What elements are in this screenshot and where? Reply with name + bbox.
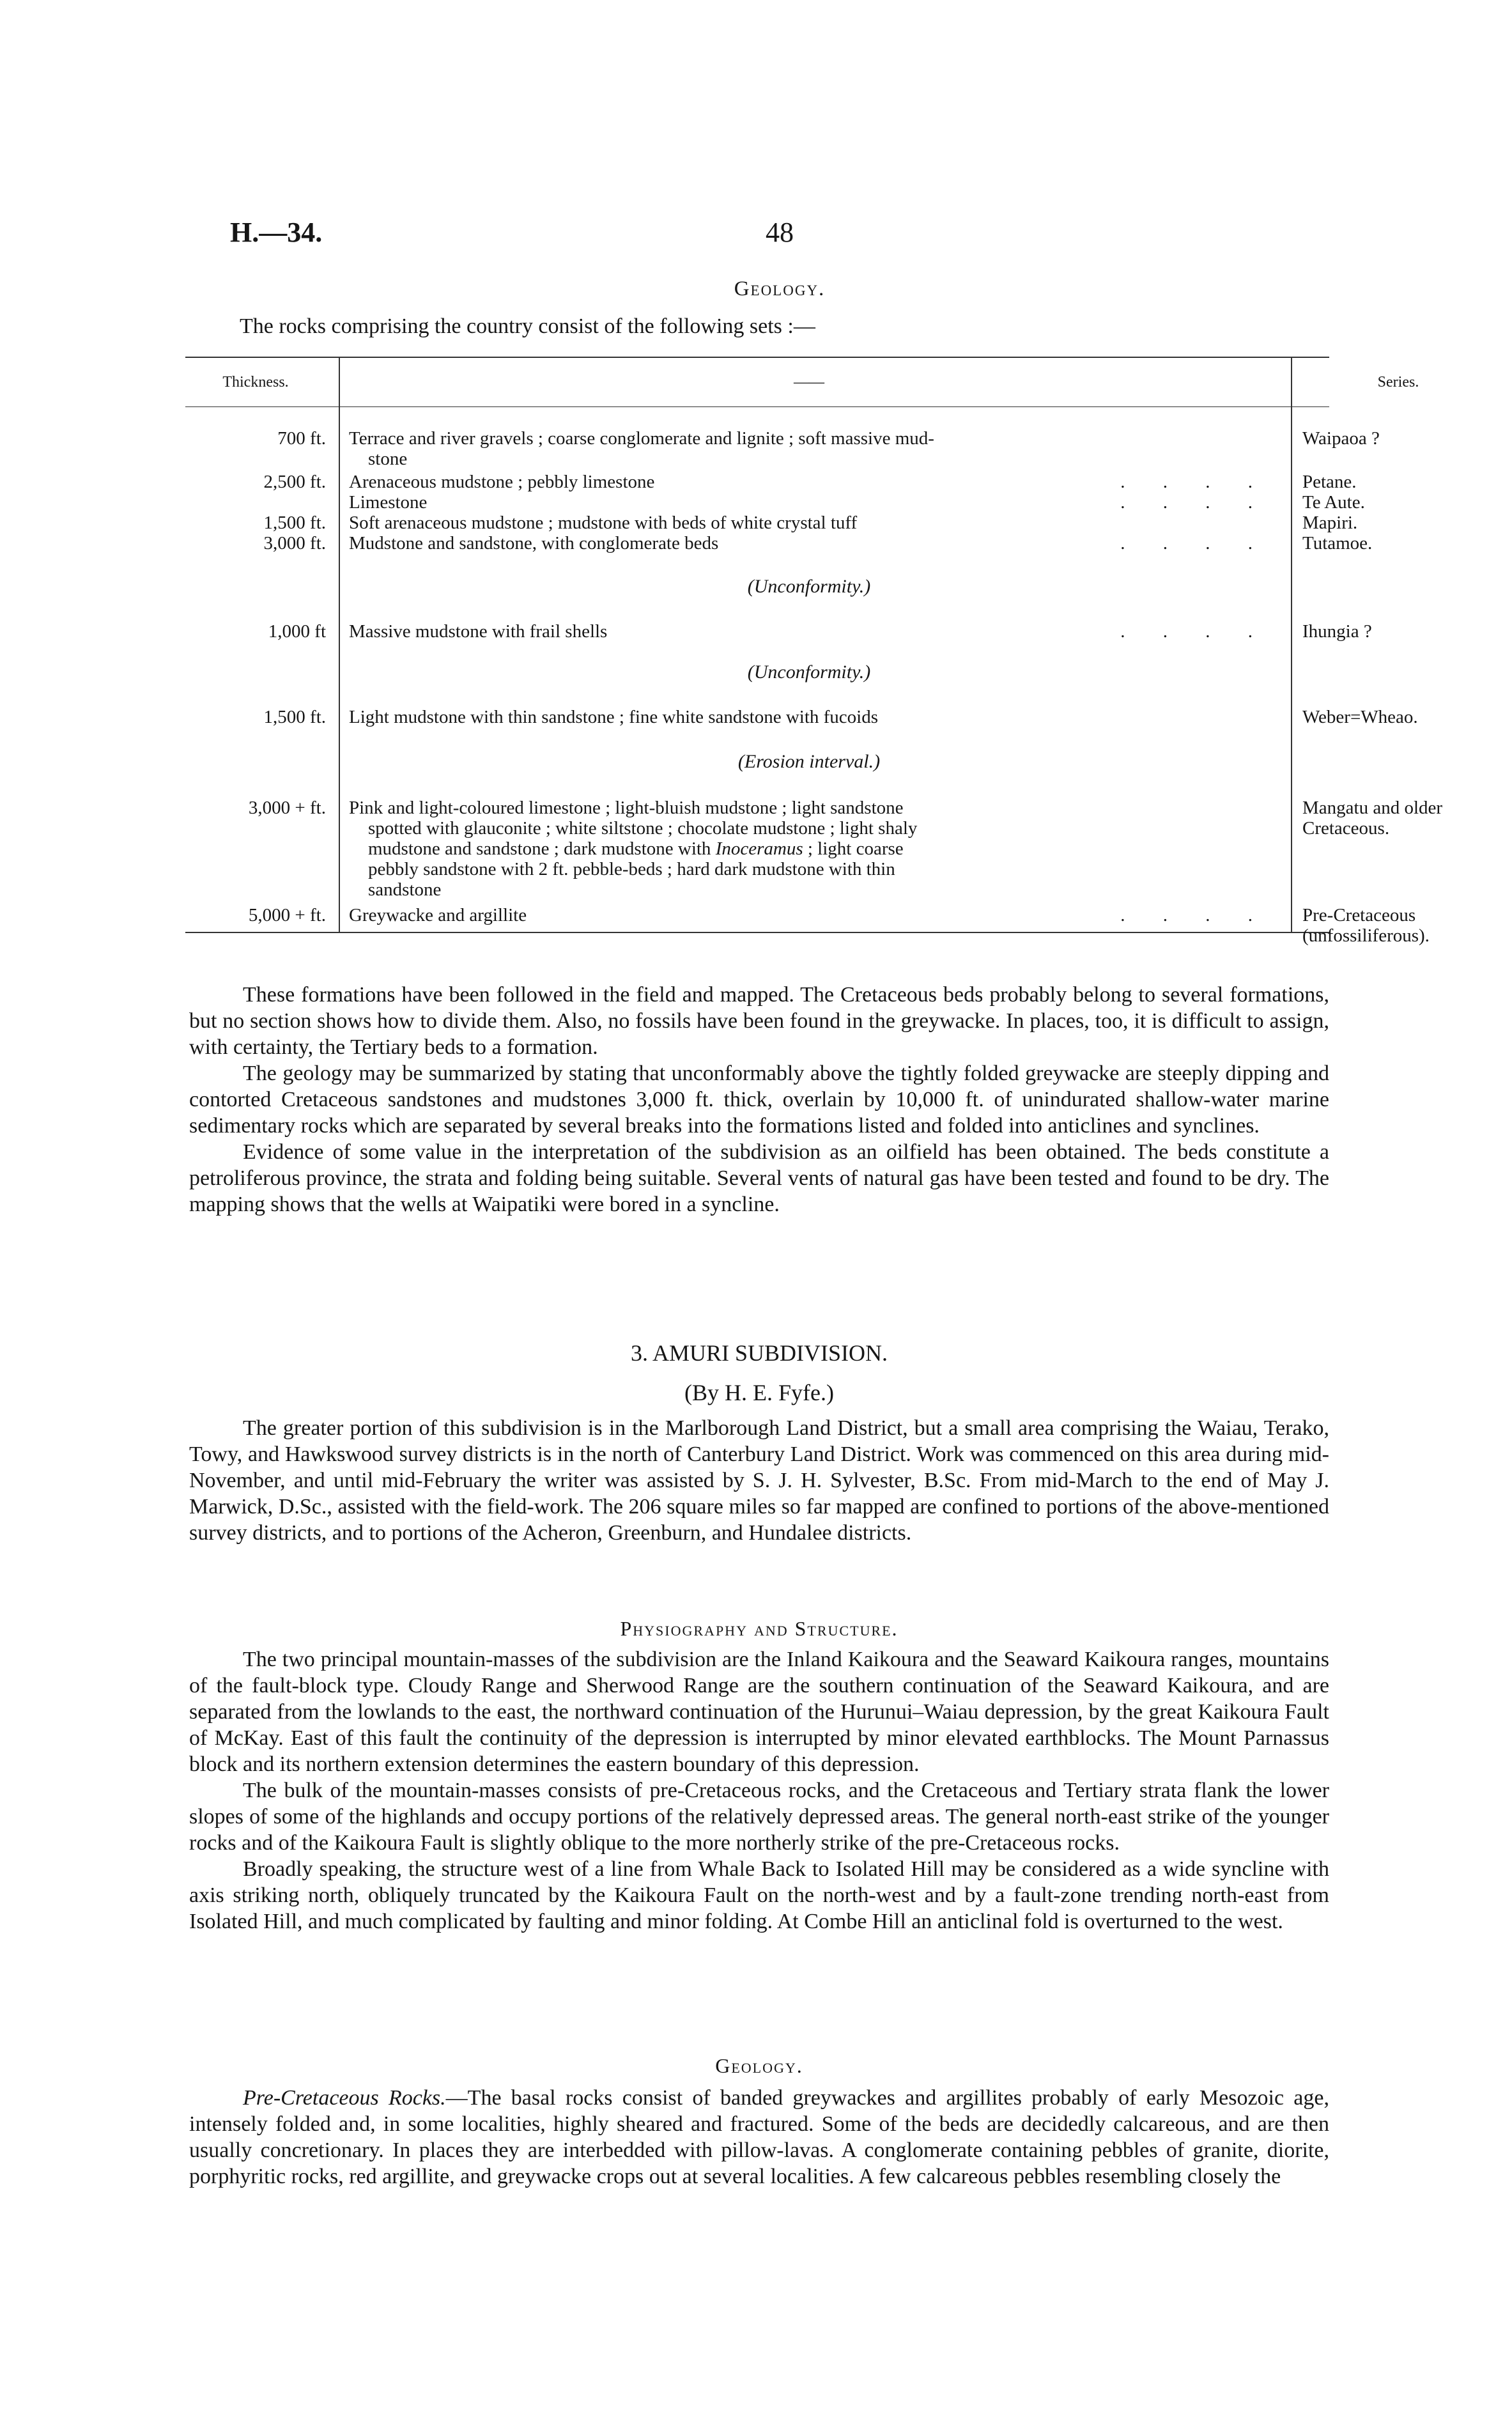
paragraph: Broadly speaking, the structure west of a line from Whale Back to Isolated Hill may be considered as a wide syncline with axis striking north, obliquely truncated by the Kaikoura Fault on the north-west and by a fault-zone trending north-east from Isolated Hill, and much complicated by faulting and minor folding. At Combe Hill an anticlinal fold is overturned to the west.	[189, 1857, 1329, 1933]
col-header-middle: ——	[794, 374, 824, 390]
formations-text	[189, 982, 1329, 1218]
paragraph: Pre-Cretaceous Rocks.—The basal rocks consist of banded greywackes and argillites probably of early Mesozoic age, intensely folded and, in some localities, highly sheared and fractured. Some of the beds are decidedly calcareous, and are then usually concretionary. In places they are interbedded with pillow-lavas. A conglomerate containing pebbles of granite, diorite, porphyritic rocks, red argillite, and greywacke crops out at several localities. A few calcareous pebbles resembling closely the	[189, 2086, 1329, 2188]
row-description: Soft arenaceous mudstone ; mudstone with beds of white crystal tuff	[349, 513, 858, 533]
unconformity-note: (Unconformity.)	[747, 576, 871, 597]
paragraph: The geology may be summarized by stating that unconformably above the tightly folded greywacke are steeply dipping and contorted Cretaceous sandstones and mudstones 3,000 ft. thick, overlain by 10,000 ft. of unindurated shallow-water marine sedimentary rocks which are separated by several breaks into the formations listed and folded into anticlines and synclines.	[189, 1062, 1329, 1138]
table-top-rule	[185, 357, 1329, 358]
row-thickness: 5,000 + ft.	[248, 905, 326, 925]
row-series: Te Aute.	[1302, 492, 1365, 513]
section-title: 3. AMURI SUBDIVISION.	[630, 1340, 888, 1366]
pre-cretaceous-text	[189, 2085, 1329, 2190]
genus-name: Inoceramus	[715, 839, 803, 859]
report-id: H.—34.	[230, 217, 323, 248]
row-thickness: 1,500 ft.	[263, 513, 326, 533]
paragraph: The two principal mountain-masses of the subdivision are the Inland Kaikoura and the Seaward Kaikoura ranges, mountains of the fault-block type. Cloudy Range and Sherwood Range are the southern continuation of the Seaward Kaikoura, and are separated from the lowlands to the east, the northward continuation of the Hurunui–Waiau depression, by the great Kaikoura Fault of McKay. East of this fault the continuity of the depression is interrupted by minor elevated earthblocks. The Mount Parnassus block and its northern extension determines the eastern boundary of this depression.	[189, 1648, 1329, 1776]
row-series: Ihungia ?	[1302, 621, 1372, 642]
col-header-thickness: Thickness.	[222, 374, 289, 390]
row-description: Greywacke and argillite . . . .	[349, 905, 1269, 925]
subheading-pre-cretaceous: Pre-Cretaceous Rocks.	[243, 2086, 446, 2110]
row-thickness: 700 ft.	[277, 428, 326, 449]
row-description: Arenaceous mudstone ; pebbly limestone . . . .	[349, 472, 1269, 492]
running-header	[230, 216, 1329, 254]
row-series: Petane.	[1302, 472, 1357, 492]
unconformity-note: (Unconformity.)	[747, 661, 871, 683]
row-thickness: 1,000 ft	[268, 621, 326, 642]
row-description: Light mudstone with thin sandstone ; fine white sandstone with fucoids	[349, 707, 879, 727]
table-bottom-rule	[185, 932, 1329, 933]
table-col-divider-2	[1291, 357, 1292, 932]
erosion-interval-note: (Erosion interval.)	[737, 751, 881, 772]
table-col-divider-1	[339, 357, 340, 932]
row-thickness: 3,000 + ft.	[248, 798, 326, 818]
row-series: Mapiri.	[1302, 513, 1358, 533]
geology-heading: Geology.	[734, 277, 826, 300]
section-byline: (By H. E. Fyfe.)	[684, 1380, 834, 1405]
table-intro: The rocks comprising the country consist of the following sets :—	[240, 314, 815, 338]
physiography-heading: Physiography and Structure.	[620, 1617, 899, 1640]
row-series: Mangatu and older Cretaceous.	[1302, 798, 1443, 839]
row-thickness: 3,000 ft.	[263, 533, 326, 553]
row-description: Limestone . . . .	[349, 492, 1269, 513]
row-series: Weber=Wheao.	[1302, 707, 1418, 727]
physiography-text	[189, 1646, 1329, 1935]
paragraph: Evidence of some value in the interpretation of the subdivision as an oilfield has been obtained. The beds constitute a petroliferous province, the strata and folding being suitable. Several vents of natural gas have been tested and found to be dry. The mapping shows that the wells at Waipatiki were bored in a syncline.	[189, 1140, 1329, 1216]
row-description: Pink and light-coloured limestone ; light-bluish mudstone ; light sandstone spotted with glauconite ; white siltstone ; chocolate mudstone ; light shaly mudstone and sandstone ; dark mudstone with Inoceramus ; light coarse pebbly sandstone with 2 ft. pebble-beds ; hard dark mudstone with thin sandstone	[349, 798, 918, 900]
row-description: Massive mudstone with frail shells . . . .	[349, 621, 1269, 642]
amuri-intro	[189, 1415, 1329, 1546]
row-description: Mudstone and sandstone, with conglomerate beds . . . .	[349, 533, 1269, 553]
paragraph: The greater portion of this subdivision is in the Marlborough Land District, but a small area comprising the Waiau, Terako, Towy, and Hawkswood survey districts is in the north of Canterbury Land District. Work was commenced on this area during mid-November, and until mid-February the writer was assisted by S. J. H. Sylvester, B.Sc. From mid-March to the end of May J. Marwick, D.Sc., assisted with the field-work. The 206 square miles so far mapped are confined to portions of the above-mentioned survey districts, and to portions of the Acheron, Greenburn, and Hundalee districts.	[189, 1416, 1329, 1545]
paragraph: The bulk of the mountain-masses consists of pre-Cretaceous rocks, and the Cretaceous and Tertiary strata flank the lower slopes of some of the highlands and occupy portions of the relatively depressed areas. The general north-east strike of the younger rocks and of the Kaikoura Fault is slightly oblique to the more northerly strike of the pre-Cretaceous rocks.	[189, 1779, 1329, 1855]
row-series: Tutamoe.	[1302, 533, 1373, 553]
row-thickness: 2,500 ft.	[263, 472, 326, 492]
paragraph: These formations have been followed in the field and mapped. The Cretaceous beds probably belong to several formations, but no section shows how to divide them. Also, no fossils have been found in the greywacke. In places, too, it is difficult to assign, with certainty, the Tertiary beds to a formation.	[189, 983, 1329, 1059]
rock-sets-table	[185, 357, 1443, 951]
col-header-series: Series.	[1377, 374, 1419, 390]
page-number: 48	[766, 217, 794, 248]
row-series: Waipaoa ?	[1302, 428, 1380, 449]
table-header-rule	[185, 406, 1329, 407]
row-series: Pre-Cretaceous (unfossiliferous).	[1302, 905, 1430, 946]
row-description: Terrace and river gravels ; coarse conglomerate and lignite ; soft massive mud- stone	[349, 428, 934, 469]
row-thickness: 1,500 ft.	[263, 707, 326, 727]
geology-heading-2: Geology.	[715, 2054, 803, 2077]
